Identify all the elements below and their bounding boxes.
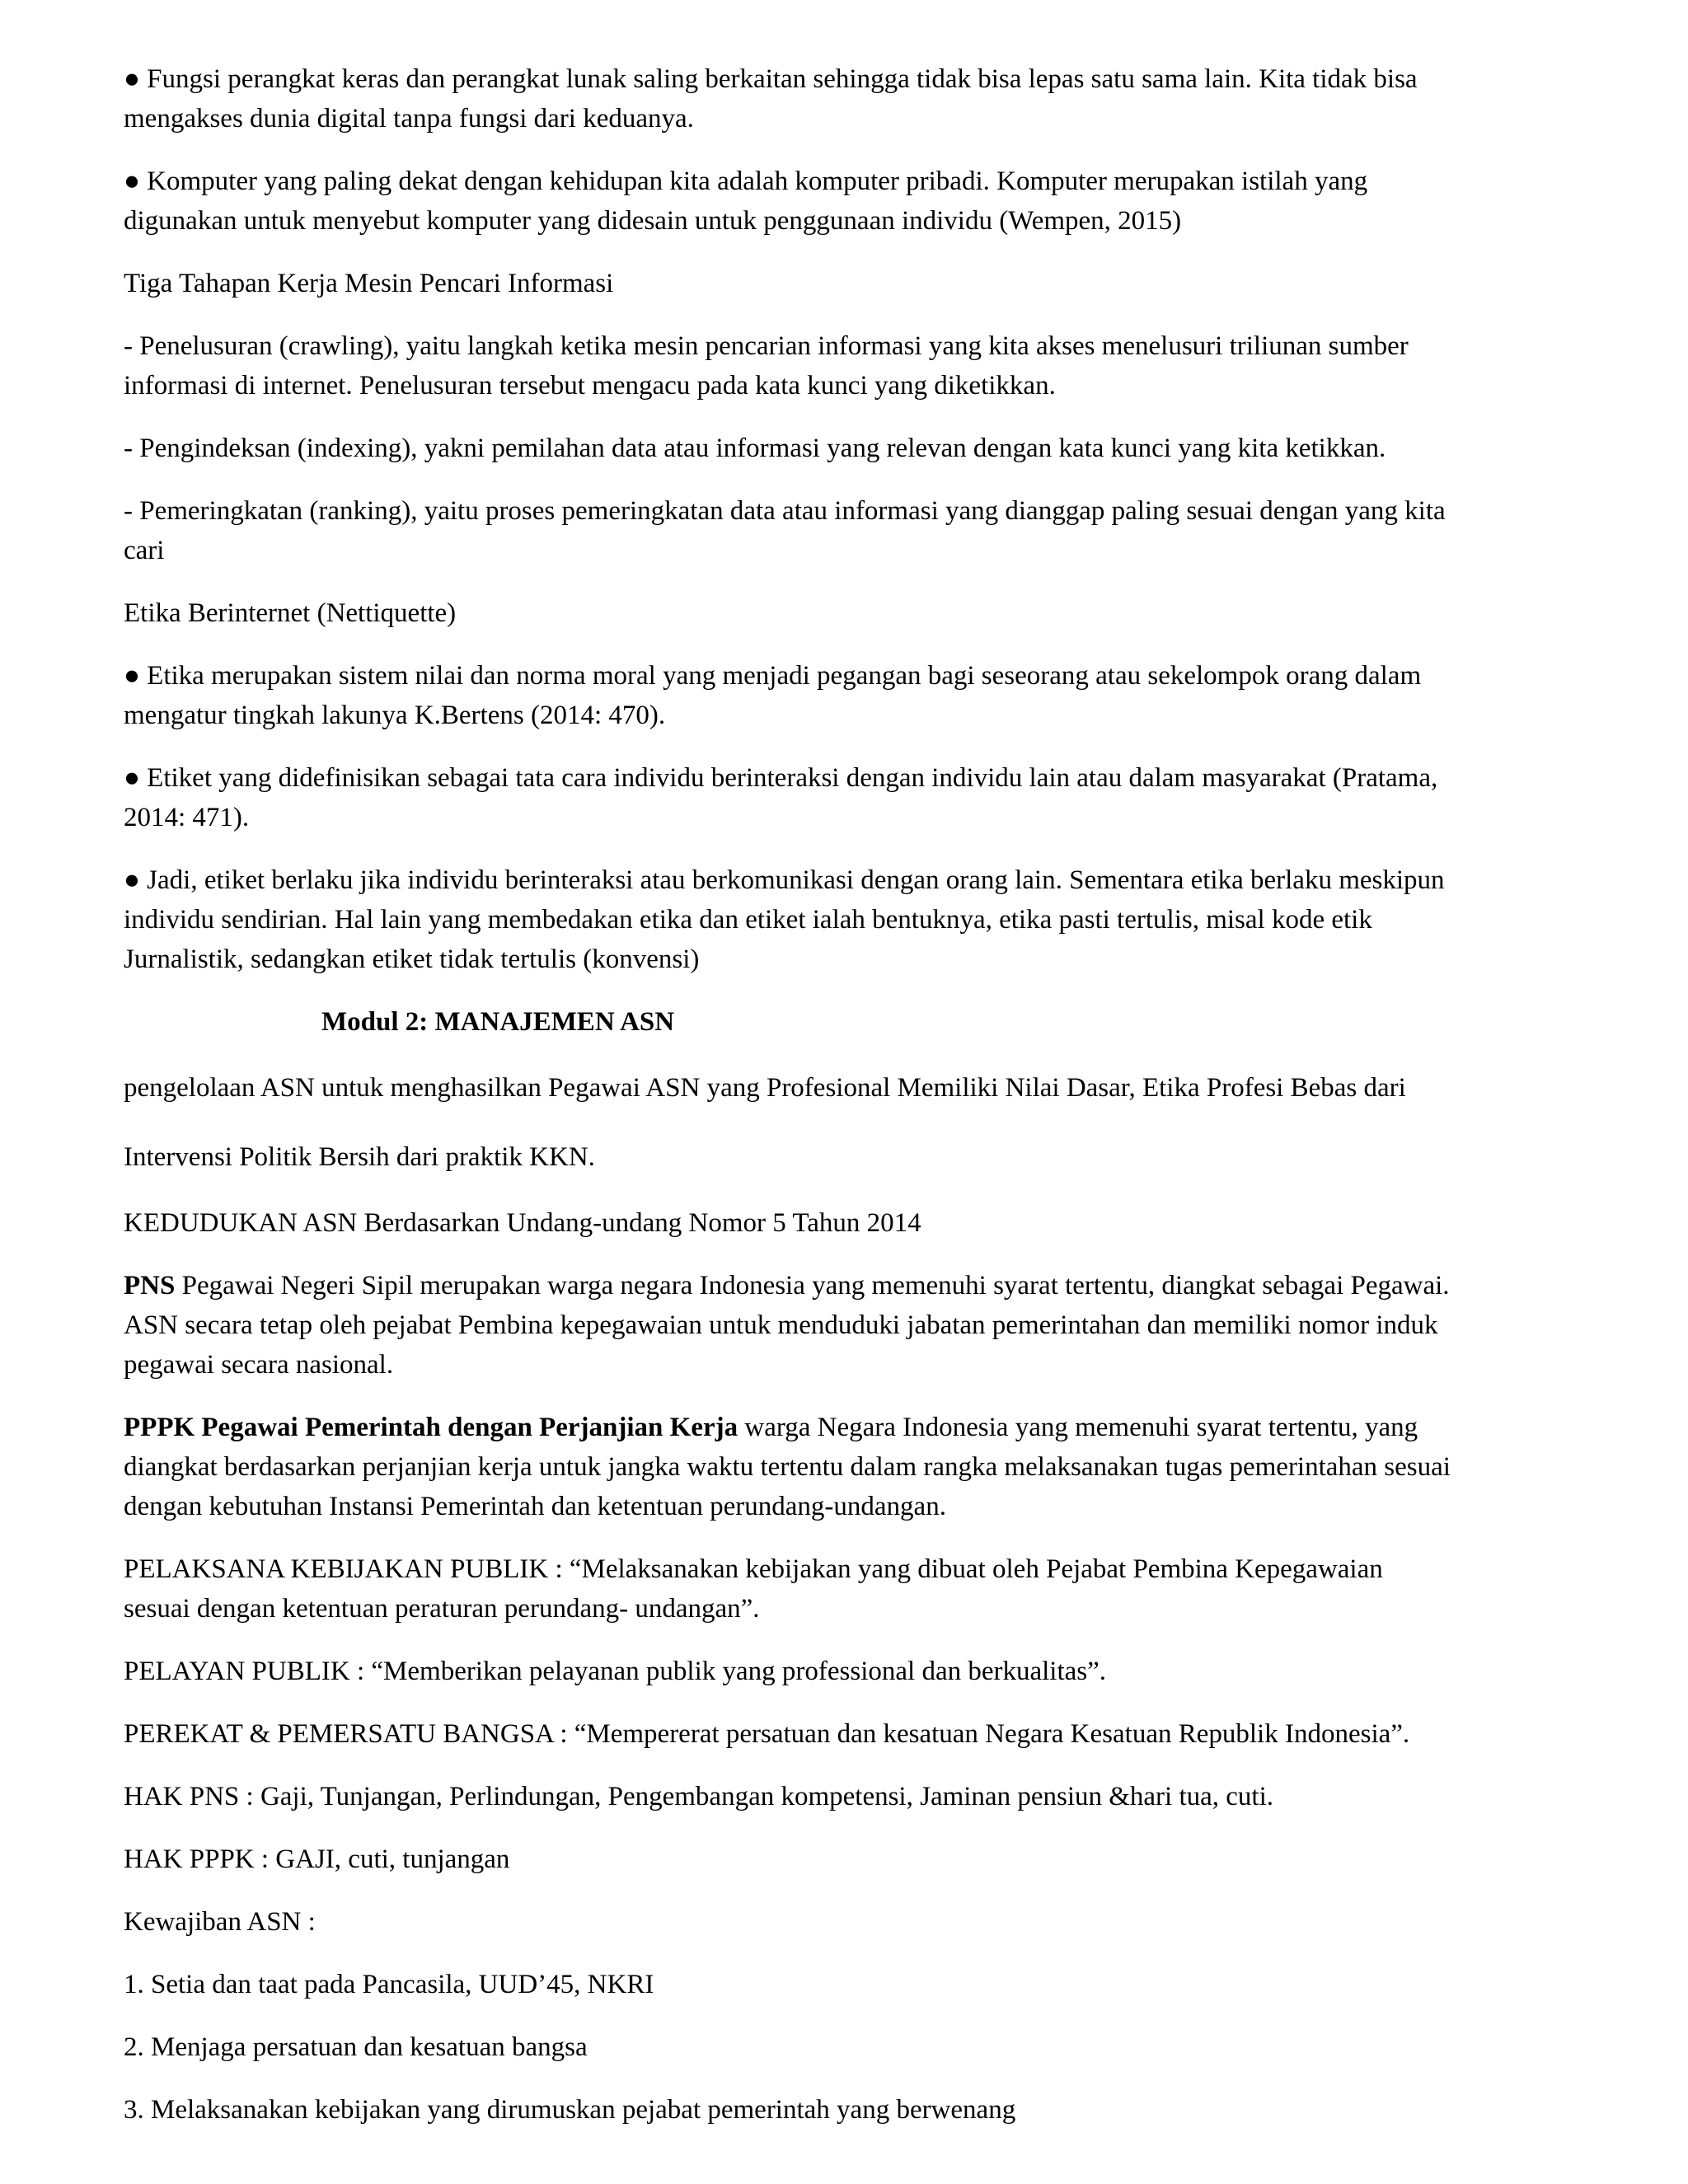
paragraph-asn-management: pengelolaan ASN untuk menghasilkan Pegawai ASN yang Profesional Memiliki Nilai Dasar, Etika Profesi Bebas dari	[124, 1073, 1406, 1103]
paragraph-policy-implementer-line-1: PELAKSANA KEBIJAKAN PUBLIK : “Melaksanakan kebijakan yang dibuat oleh Pejabat Pembina Kepegawaian	[124, 1554, 1383, 1584]
paragraph-etiquette-line-1: ● Etiket yang didefinisikan sebagai tata cara individu berinteraksi dengan individu lain atau dalam masyarakat (Pratama,	[124, 763, 1438, 793]
paragraph-personal-computer-line-1: ● Komputer yang paling dekat dengan kehidupan kita adalah komputer pribadi. Komputer merupakan istilah yang	[124, 166, 1368, 196]
list-item-obligation-1: 1. Setia dan taat pada Pancasila, UUD’45, NKRI	[124, 1970, 654, 1999]
pns-definition: Pegawai Negeri Sipil merupakan warga negara Indonesia yang memenuhi syarat tertentu, diangkat sebagai Pegawai.	[175, 1271, 1450, 1301]
paragraph-ethics-vs-etiquette-line-2: individu sendirian. Hal lain yang membedakan etika dan etiket ialah bentuknya, etika pasti tertulis, misal kode etik	[124, 905, 1372, 935]
pppk-definition: warga Negara Indonesia yang memenuhi syarat tertentu, yang	[738, 1413, 1418, 1442]
paragraph-ethics-line-2: mengatur tingkah lakunya K.Bertens (2014: 470).	[124, 701, 666, 730]
paragraph-ethics-line-1: ● Etika merupakan sistem nilai dan norma moral yang menjadi pegangan bagi seseorang atau sekelompok orang dalam	[124, 661, 1422, 691]
subheading-asn-position: KEDUDUKAN ASN Berdasarkan Undang-undang Nomor 5 Tahun 2014	[124, 1208, 921, 1238]
paragraph-indexing: - Pengindeksan (indexing), yakni pemilahan data atau informasi yang relevan dengan kata kunci yang kita ketikkan.	[124, 434, 1386, 463]
paragraph-pppk-line-2: diangkat berdasarkan perjanjian kerja untuk jangka waktu tertentu dalam rangka melaksanakan tugas pemerintahan sesuai	[124, 1452, 1451, 1482]
paragraph-pppk-line-3: dengan kebutuhan Instansi Pemerintah dan ketentuan perundang-undangan.	[124, 1492, 946, 1521]
paragraph-ranking-line-2: cari	[124, 536, 165, 565]
paragraph-hardware-software-line-2: mengakses dunia digital tanpa fungsi dari keduanya.	[124, 104, 694, 134]
subheading-asn-obligations: Kewajiban ASN :	[124, 1907, 316, 1937]
pppk-term: PPPK Pegawai Pemerintah dengan Perjanjian Kerja	[124, 1413, 738, 1442]
paragraph-pppk-line-1	[124, 1408, 1607, 1448]
paragraph-ranking-line-1: - Pemeringkatan (ranking), yaitu proses pemeringkatan data atau informasi yang dianggap paling sesuai dengan yang kita	[124, 496, 1446, 526]
paragraph-hardware-software-line-1: ● Fungsi perangkat keras dan perangkat lunak saling berkaitan sehingga tidak bisa lepas satu sama lain. Kita tidak bisa	[124, 64, 1418, 94]
paragraph-ethics-vs-etiquette-line-3: Jurnalistik, sedangkan etiket tidak tertulis (konvensi)	[124, 944, 700, 974]
paragraph-political-intervention: Intervensi Politik Bersih dari praktik KKN.	[124, 1142, 595, 1172]
paragraph-pppk-rights: HAK PPPK : GAJI, cuti, tunjangan	[124, 1844, 510, 1874]
paragraph-etiquette-line-2: 2014: 471).	[124, 803, 250, 832]
paragraph-pns-line-1	[124, 1266, 1607, 1306]
paragraph-personal-computer-line-2: digunakan untuk menyebut komputer yang didesain untuk penggunaan individu (Wempen, 2015)	[124, 206, 1182, 236]
paragraph-crawling-line-1: - Penelusuran (crawling), yaitu langkah ketika mesin pencarian informasi yang kita akses menelusuri triliunan sumber	[124, 331, 1409, 361]
paragraph-pns-line-2: ASN secara tetap oleh pejabat Pembina kepegawaian untuk menduduki jabatan pemerintahan dan memiliki nomor induk	[124, 1310, 1438, 1340]
paragraph-pns-rights: HAK PNS : Gaji, Tunjangan, Perlindungan, Pengembangan kompetensi, Jaminan pensiun &hari tua, cuti.	[124, 1782, 1274, 1811]
paragraph-national-unifier: PEREKAT & PEMERSATU BANGSA : “Mempererat persatuan dan kesatuan Negara Kesatuan Republik Indonesia”.	[124, 1719, 1410, 1749]
subheading-netiquette: Etika Berinternet (Nettiquette)	[124, 598, 457, 628]
paragraph-public-servant: PELAYAN PUBLIK : “Memberikan pelayanan publik yang professional dan berkualitas”.	[124, 1657, 1107, 1686]
module-heading: Modul 2: MANAJEMEN ASN	[321, 1007, 675, 1037]
list-item-obligation-2: 2. Menjaga persatuan dan kesatuan bangsa	[124, 2032, 588, 2062]
paragraph-policy-implementer-line-2: sesuai dengan ketentuan peraturan perundang- undangan”.	[124, 1594, 760, 1624]
paragraph-pns-line-3: pegawai secara nasional.	[124, 1350, 394, 1380]
paragraph-ethics-vs-etiquette-line-1: ● Jadi, etiket berlaku jika individu berinteraksi atau berkomunikasi dengan orang lain. Sementara etika berlaku meskipun	[124, 865, 1445, 895]
pns-term: PNS	[124, 1271, 176, 1301]
paragraph-crawling-line-2: informasi di internet. Penelusuran tersebut mengacu pada kata kunci yang diketikkan.	[124, 371, 1056, 401]
subheading-search-engine-stages: Tiga Tahapan Kerja Mesin Pencari Informasi	[124, 269, 614, 298]
list-item-obligation-3: 3. Melaksanakan kebijakan yang dirumuskan pejabat pemerintah yang berwenang	[124, 2095, 1016, 2125]
